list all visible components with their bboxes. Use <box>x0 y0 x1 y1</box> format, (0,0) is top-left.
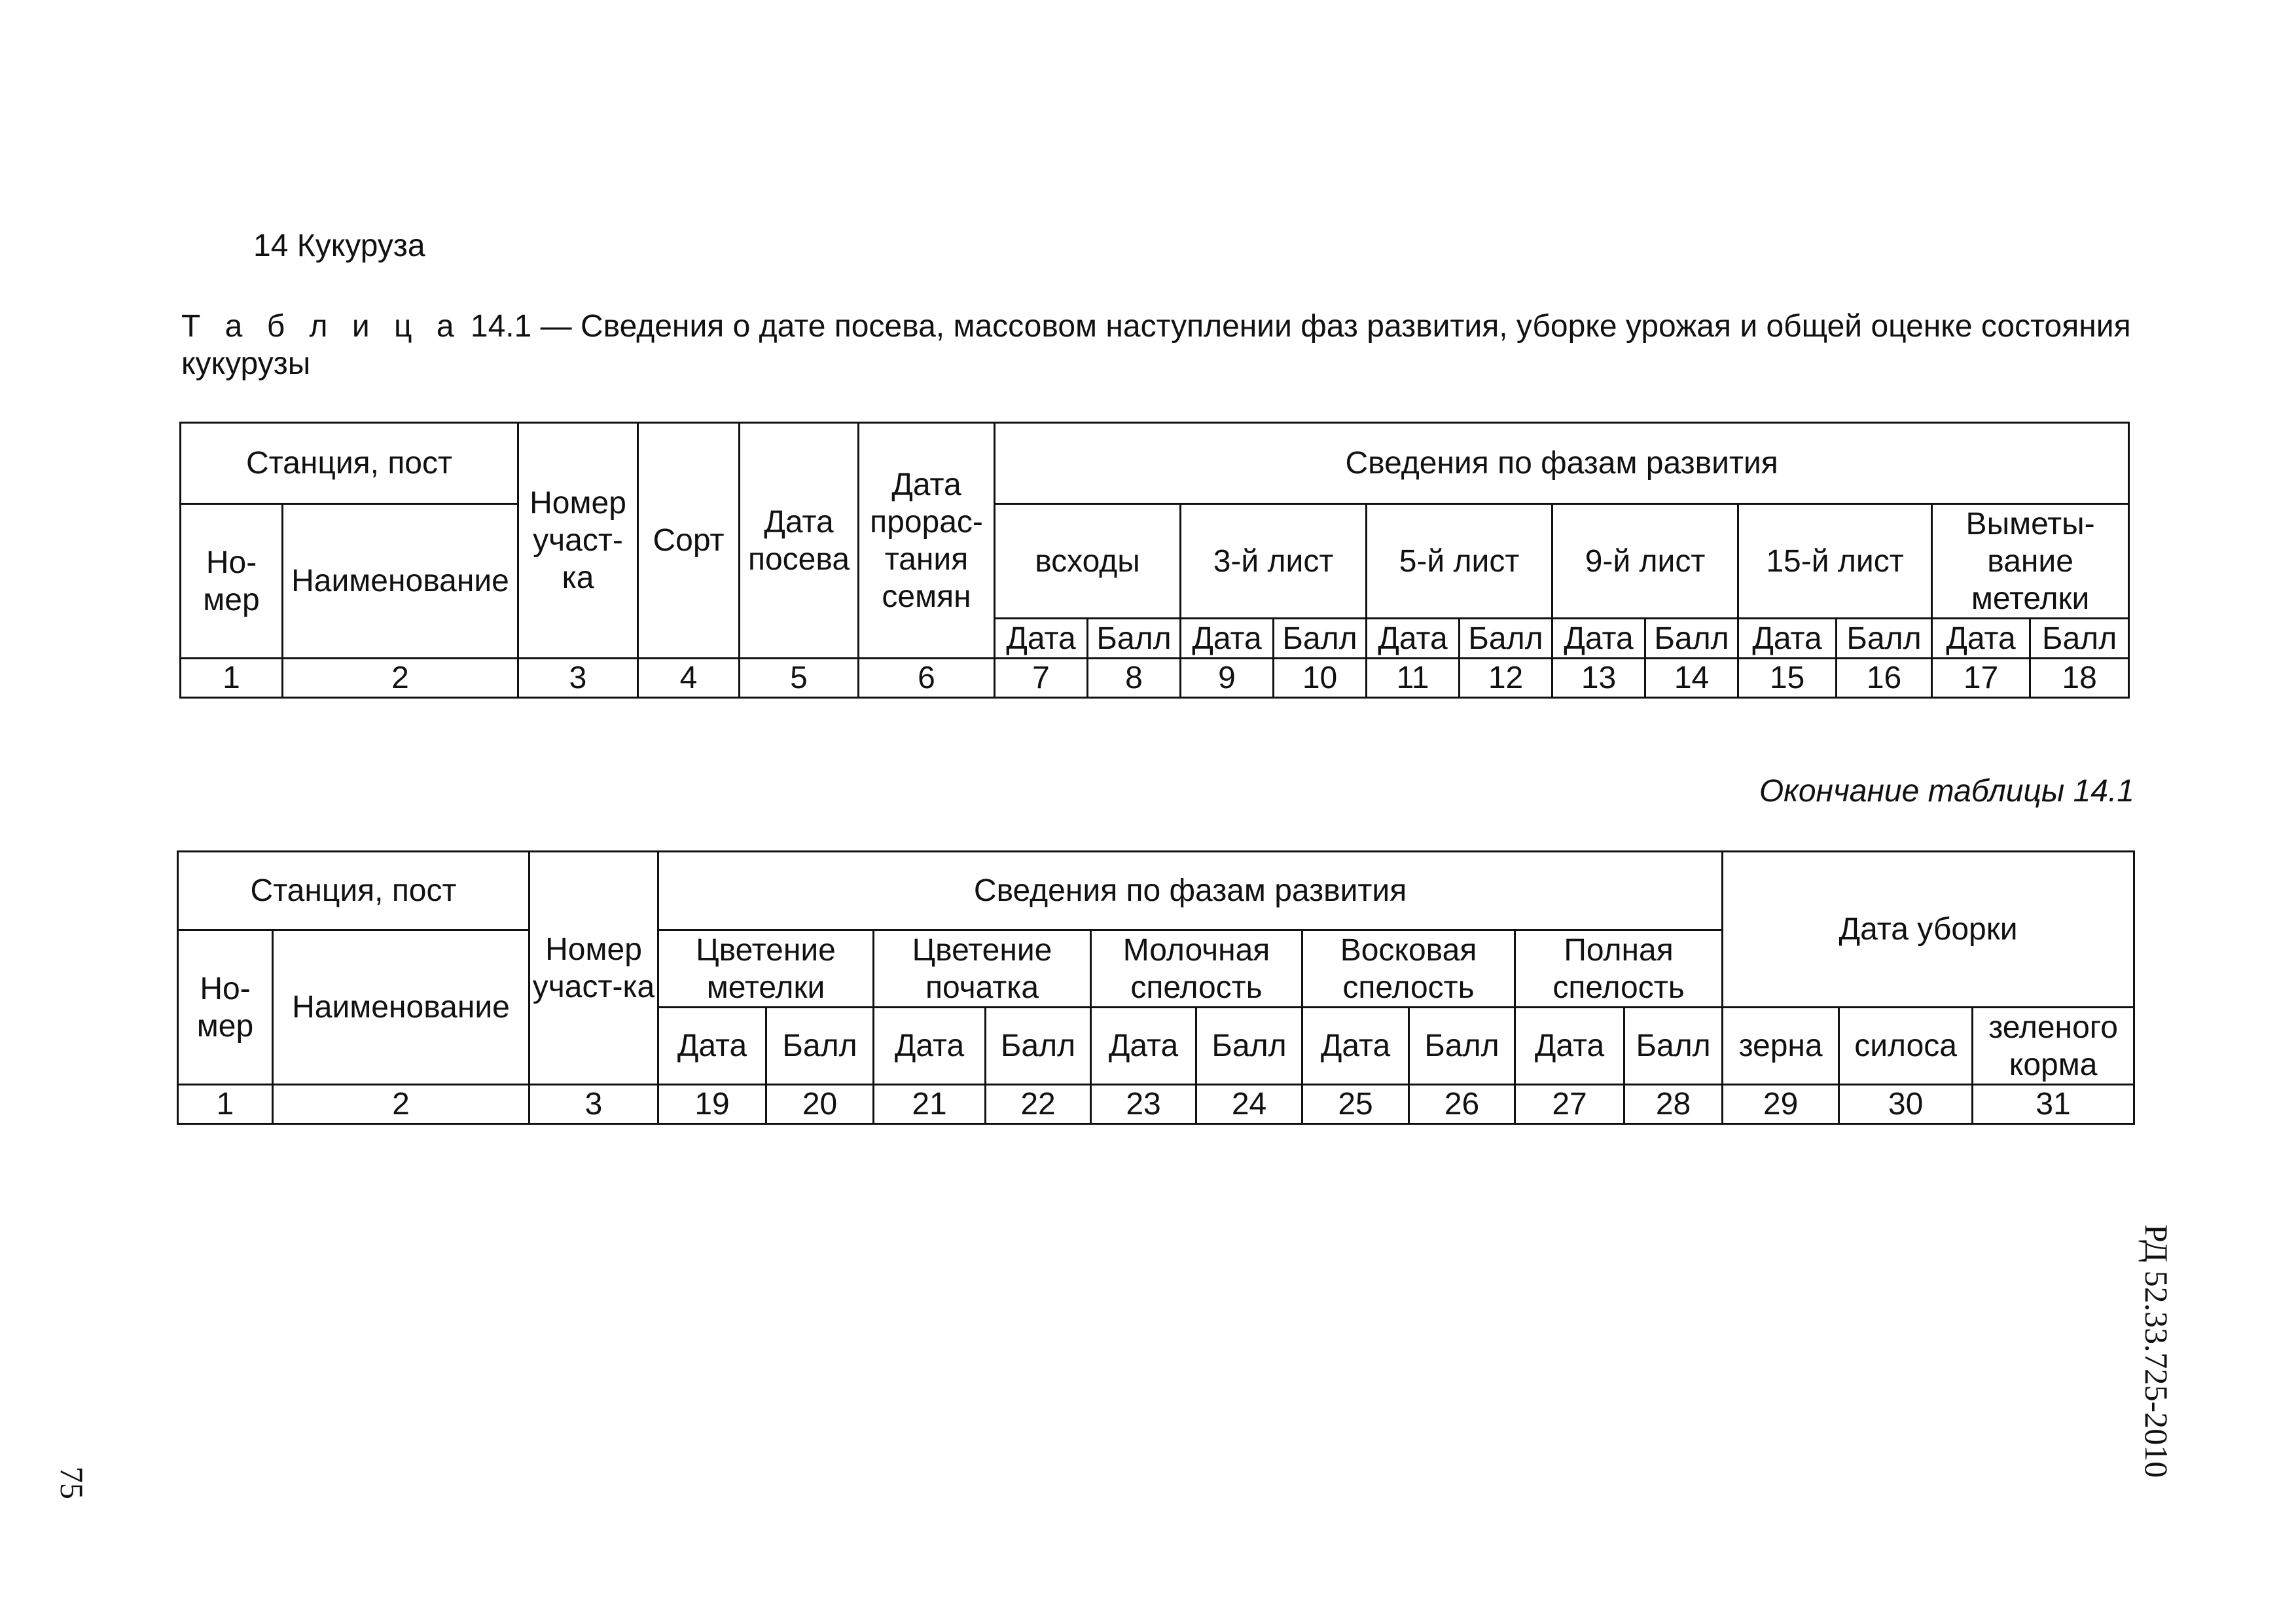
column-number: 6 <box>859 659 995 698</box>
phase-header: 15-й лист <box>1738 504 1932 619</box>
subheader-score: Балл <box>986 1008 1091 1085</box>
subheader-date: Дата <box>874 1008 986 1085</box>
subheader-score: Балл <box>1409 1008 1515 1085</box>
column-number: 17 <box>1932 659 2030 698</box>
column-number: 16 <box>1837 659 1932 698</box>
subheader-date: Дата <box>1302 1008 1409 1085</box>
section-title: 14 Кукуруза <box>253 228 425 263</box>
subheader-score: Балл <box>2030 619 2129 659</box>
subheader-date: Дата <box>1367 619 1460 659</box>
subheader-score: Балл <box>1460 619 1552 659</box>
subheader-score: Балл <box>1196 1008 1302 1085</box>
document-code: РД 52.33.725-2010 <box>2138 1224 2175 1478</box>
column-number: 5 <box>740 659 859 698</box>
column-number: 26 <box>1409 1085 1515 1124</box>
column-number: 23 <box>1091 1085 1196 1124</box>
subheader-date: Дата <box>1552 619 1645 659</box>
table-14-1-end <box>177 850 2135 1125</box>
column-number: 25 <box>1302 1085 1409 1124</box>
subheader-date: Дата <box>1091 1008 1196 1085</box>
column-number: 31 <box>1973 1085 2134 1124</box>
column-number: 19 <box>658 1085 766 1124</box>
column-number: 24 <box>1196 1085 1302 1124</box>
header-plot-number: Номер участ-ка <box>518 423 638 659</box>
subheader-date: Дата <box>1181 619 1274 659</box>
column-number: 2 <box>273 1085 529 1124</box>
table-caption <box>181 308 2132 382</box>
subheader-score: Балл <box>1274 619 1367 659</box>
phase-header: 5-й лист <box>1367 504 1552 619</box>
column-number: 9 <box>1181 659 1274 698</box>
column-number: 3 <box>529 1085 658 1124</box>
column-number: 15 <box>1738 659 1837 698</box>
header-sowing-date: Дата посева <box>740 423 859 659</box>
column-number: 28 <box>1624 1085 1723 1124</box>
phase-header: Цветение метелки <box>658 930 874 1008</box>
header-germination-date: Дата прорас-тания семян <box>859 423 995 659</box>
column-number: 21 <box>874 1085 986 1124</box>
header-name: Наименование <box>273 930 529 1085</box>
subheader-score: Балл <box>1624 1008 1723 1085</box>
column-number: 14 <box>1645 659 1738 698</box>
header-name: Наименование <box>283 504 518 659</box>
header-phases: Сведения по фазам развития <box>995 423 2129 504</box>
phase-header: 3-й лист <box>1181 504 1367 619</box>
table-14-1 <box>179 422 2130 699</box>
subheader-date: Дата <box>1738 619 1837 659</box>
subheader-score: Балл <box>1645 619 1738 659</box>
column-number: 22 <box>986 1085 1091 1124</box>
column-number: 8 <box>1088 659 1181 698</box>
page-number: 75 <box>54 1467 90 1499</box>
phase-header: 9-й лист <box>1552 504 1738 619</box>
caption-text: 14.1 — Сведения о дате посева, массовом наступлении фаз развития, уборке урожая и общей оценке состояния кукурузы <box>181 309 2131 381</box>
column-number: 29 <box>1723 1085 1839 1124</box>
subheader-score: Балл <box>1837 619 1932 659</box>
header-number: Но-мер <box>178 930 273 1085</box>
column-number: 18 <box>2030 659 2129 698</box>
header-station-post: Станция, пост <box>181 423 518 504</box>
subheader-score: Балл <box>766 1008 874 1085</box>
header-harvest-date: Дата уборки <box>1723 852 2134 1008</box>
column-number: 7 <box>995 659 1088 698</box>
harvest-grain: зерна <box>1723 1008 1839 1085</box>
column-number: 13 <box>1552 659 1645 698</box>
column-number: 3 <box>518 659 638 698</box>
harvest-silage: силоса <box>1839 1008 1973 1085</box>
continuation-caption: Окончание таблицы 14.1 <box>1759 774 2134 809</box>
column-number: 27 <box>1515 1085 1624 1124</box>
harvest-green-fodder: зеленого корма <box>1973 1008 2134 1085</box>
column-number: 2 <box>283 659 518 698</box>
phase-header: Цветение початка <box>874 930 1091 1008</box>
subheader-date: Дата <box>995 619 1088 659</box>
header-number: Но-мер <box>181 504 283 659</box>
column-number: 30 <box>1839 1085 1973 1124</box>
header-plot-number: Номер участ-ка <box>529 852 658 1085</box>
phase-header: Выметы-вание метелки <box>1932 504 2129 619</box>
subheader-date: Дата <box>658 1008 766 1085</box>
column-number: 1 <box>178 1085 273 1124</box>
column-number: 11 <box>1367 659 1460 698</box>
column-number: 10 <box>1274 659 1367 698</box>
phase-header: Восковая спелость <box>1302 930 1515 1008</box>
header-variety: Сорт <box>638 423 740 659</box>
subheader-date: Дата <box>1515 1008 1624 1085</box>
caption-label: Т а б л и ц а <box>181 309 462 344</box>
header-phases: Сведения по фазам развития <box>658 852 1723 930</box>
column-number: 4 <box>638 659 740 698</box>
phase-header: всходы <box>995 504 1181 619</box>
subheader-score: Балл <box>1088 619 1181 659</box>
phase-header: Полная спелость <box>1515 930 1723 1008</box>
column-number: 12 <box>1460 659 1552 698</box>
header-station-post: Станция, пост <box>178 852 529 930</box>
column-number: 1 <box>181 659 283 698</box>
phase-header: Молочная спелость <box>1091 930 1302 1008</box>
subheader-date: Дата <box>1932 619 2030 659</box>
column-number: 20 <box>766 1085 874 1124</box>
